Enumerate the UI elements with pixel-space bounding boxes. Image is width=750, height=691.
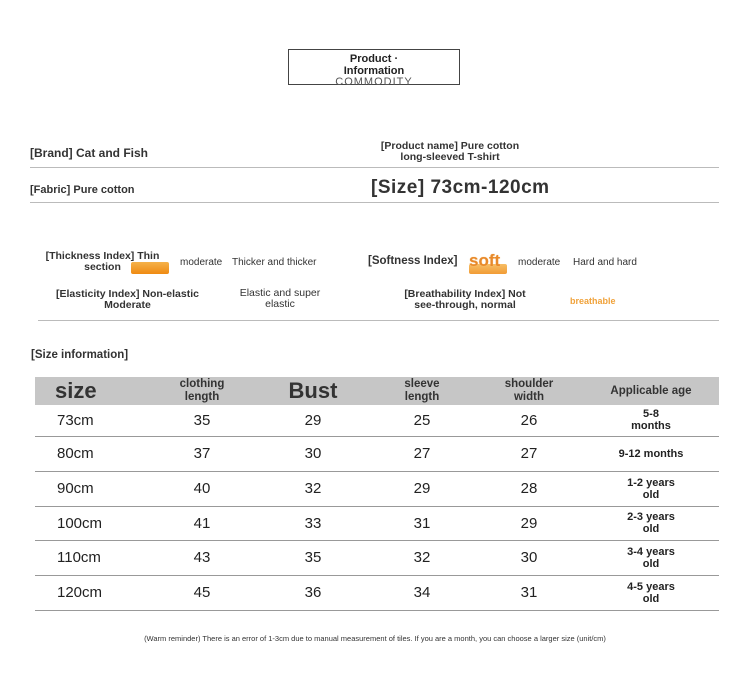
- size-cell: 80cm: [35, 436, 147, 471]
- thickness-line-2: section: [84, 261, 121, 273]
- col-applicable-age: Applicable age: [583, 377, 719, 405]
- age-line-1: 1-2 years: [627, 476, 675, 489]
- col-clothing-length-2: length: [184, 391, 220, 403]
- table-row: [35, 575, 719, 610]
- sleeve-length-cell: 32: [369, 540, 475, 575]
- fabric-label: [Fabric] Pure cotton: [30, 184, 135, 196]
- table-row: [35, 436, 719, 471]
- shoulder-width-cell: 28: [475, 471, 583, 506]
- col-shoulder-width: [475, 377, 583, 405]
- title-line-2: Information: [343, 65, 405, 77]
- applicable-age-cell: [583, 506, 719, 540]
- divider-1: [30, 167, 719, 168]
- shoulder-width-cell: 29: [475, 506, 583, 540]
- clothing-length-cell: 45: [147, 575, 257, 610]
- age-line-1: 5-8: [643, 408, 659, 421]
- thickness-line-1: [Thickness Index] Thin: [45, 250, 160, 262]
- title-subtitle: COMMODITY: [335, 76, 413, 88]
- bust-cell: 32: [257, 471, 369, 506]
- product-name-line-1: [Product name] Pure cotton: [380, 140, 520, 152]
- table-row: [35, 506, 719, 540]
- bust-cell: 29: [257, 405, 369, 436]
- brand-label: [Brand] Cat and Fish: [30, 146, 149, 160]
- shoulder-width-cell: 26: [475, 405, 583, 436]
- sleeve-length-cell: 29: [369, 471, 475, 506]
- col-shoulder-width-2: width: [513, 391, 545, 403]
- age-line-1: 4-5 years: [627, 580, 675, 593]
- elasticity-super-line-2: elastic: [265, 298, 295, 310]
- size-range-label: [Size] 73cm-120cm: [371, 177, 550, 198]
- size-table-header: [35, 377, 719, 405]
- sleeve-length-cell: 25: [369, 405, 475, 436]
- applicable-age-cell: [583, 436, 719, 471]
- shoulder-width-cell: 31: [475, 575, 583, 610]
- age-line-1: 9-12 months: [618, 447, 684, 460]
- col-bust: Bust: [257, 377, 369, 405]
- size-table: [35, 377, 719, 611]
- size-cell: 100cm: [35, 506, 147, 540]
- sleeve-length-cell: 31: [369, 506, 475, 540]
- sleeve-length-cell: 27: [369, 436, 475, 471]
- divider-3: [38, 320, 719, 321]
- table-row: [35, 405, 719, 436]
- clothing-length-cell: 41: [147, 506, 257, 540]
- breathability-line-1: [Breathability Index] Not: [404, 288, 526, 300]
- product-information-title: [288, 49, 460, 88]
- breathability-value: breathable: [570, 296, 616, 306]
- softness-hard: Hard and hard: [573, 257, 637, 268]
- breathability-index-label: [390, 289, 540, 311]
- clothing-length-cell: 37: [147, 436, 257, 471]
- age-line-2: old: [642, 592, 660, 605]
- table-row: [35, 471, 719, 506]
- age-line-2: old: [642, 523, 660, 535]
- age-line-2: months: [631, 420, 671, 433]
- age-line-1: 3-4 years: [627, 545, 675, 558]
- clothing-length-cell: 35: [147, 405, 257, 436]
- applicable-age-cell: [583, 575, 719, 610]
- size-cell: 110cm: [35, 540, 147, 575]
- elasticity-super: [225, 288, 335, 310]
- product-name-line-2: long-sleeved T-shirt: [400, 151, 500, 163]
- col-sleeve-length-2: length: [404, 391, 440, 403]
- elasticity-line-2: Moderate: [104, 299, 151, 311]
- bust-cell: 35: [257, 540, 369, 575]
- breathability-line-2: see-through, normal: [414, 299, 516, 311]
- bust-cell: 33: [257, 506, 369, 540]
- clothing-length-cell: 40: [147, 471, 257, 506]
- divider-2: [30, 202, 719, 203]
- bust-cell: 30: [257, 436, 369, 471]
- product-name-label: [360, 141, 540, 163]
- thickness-indicator: [131, 262, 169, 274]
- applicable-age-cell: [583, 405, 719, 436]
- applicable-age-cell: [583, 540, 719, 575]
- softness-moderate: moderate: [518, 257, 561, 268]
- softness-index-label: [Softness Index]: [368, 255, 458, 267]
- age-line-1: 2-3 years: [627, 511, 675, 523]
- size-information-heading: [Size information]: [31, 349, 129, 361]
- shoulder-width-cell: 30: [475, 540, 583, 575]
- applicable-age-cell: [583, 471, 719, 506]
- col-sleeve-length-1: sleeve: [404, 378, 440, 390]
- age-line-2: old: [642, 557, 660, 570]
- bust-cell: 36: [257, 575, 369, 610]
- title-line-1: Product ·: [349, 53, 399, 65]
- col-clothing-length: [147, 377, 257, 405]
- thickness-moderate: moderate: [180, 257, 223, 268]
- warm-reminder: (Warm reminder) There is an error of 1-3cm due to manual measurement of tiles. If you are a month, you can choose a larger size (unit/cm): [144, 634, 606, 643]
- thickness-thicker: Thicker and thicker: [232, 257, 317, 268]
- age-line-2: old: [642, 488, 660, 501]
- table-row: [35, 540, 719, 575]
- elasticity-line-1: [Elasticity Index] Non-elastic: [56, 288, 199, 300]
- elasticity-index-label: [45, 289, 210, 311]
- clothing-length-cell: 43: [147, 540, 257, 575]
- col-size: size: [35, 377, 147, 405]
- size-cell: 73cm: [35, 405, 147, 436]
- size-cell: 120cm: [35, 575, 147, 610]
- sleeve-length-cell: 34: [369, 575, 475, 610]
- shoulder-width-cell: 27: [475, 436, 583, 471]
- softness-value: soft: [469, 251, 501, 270]
- col-clothing-length-1: clothing: [179, 378, 225, 390]
- size-cell: 90cm: [35, 471, 147, 506]
- elasticity-super-line-1: Elastic and super: [239, 287, 321, 299]
- col-shoulder-width-1: shoulder: [504, 378, 554, 390]
- col-sleeve-length: [369, 377, 475, 405]
